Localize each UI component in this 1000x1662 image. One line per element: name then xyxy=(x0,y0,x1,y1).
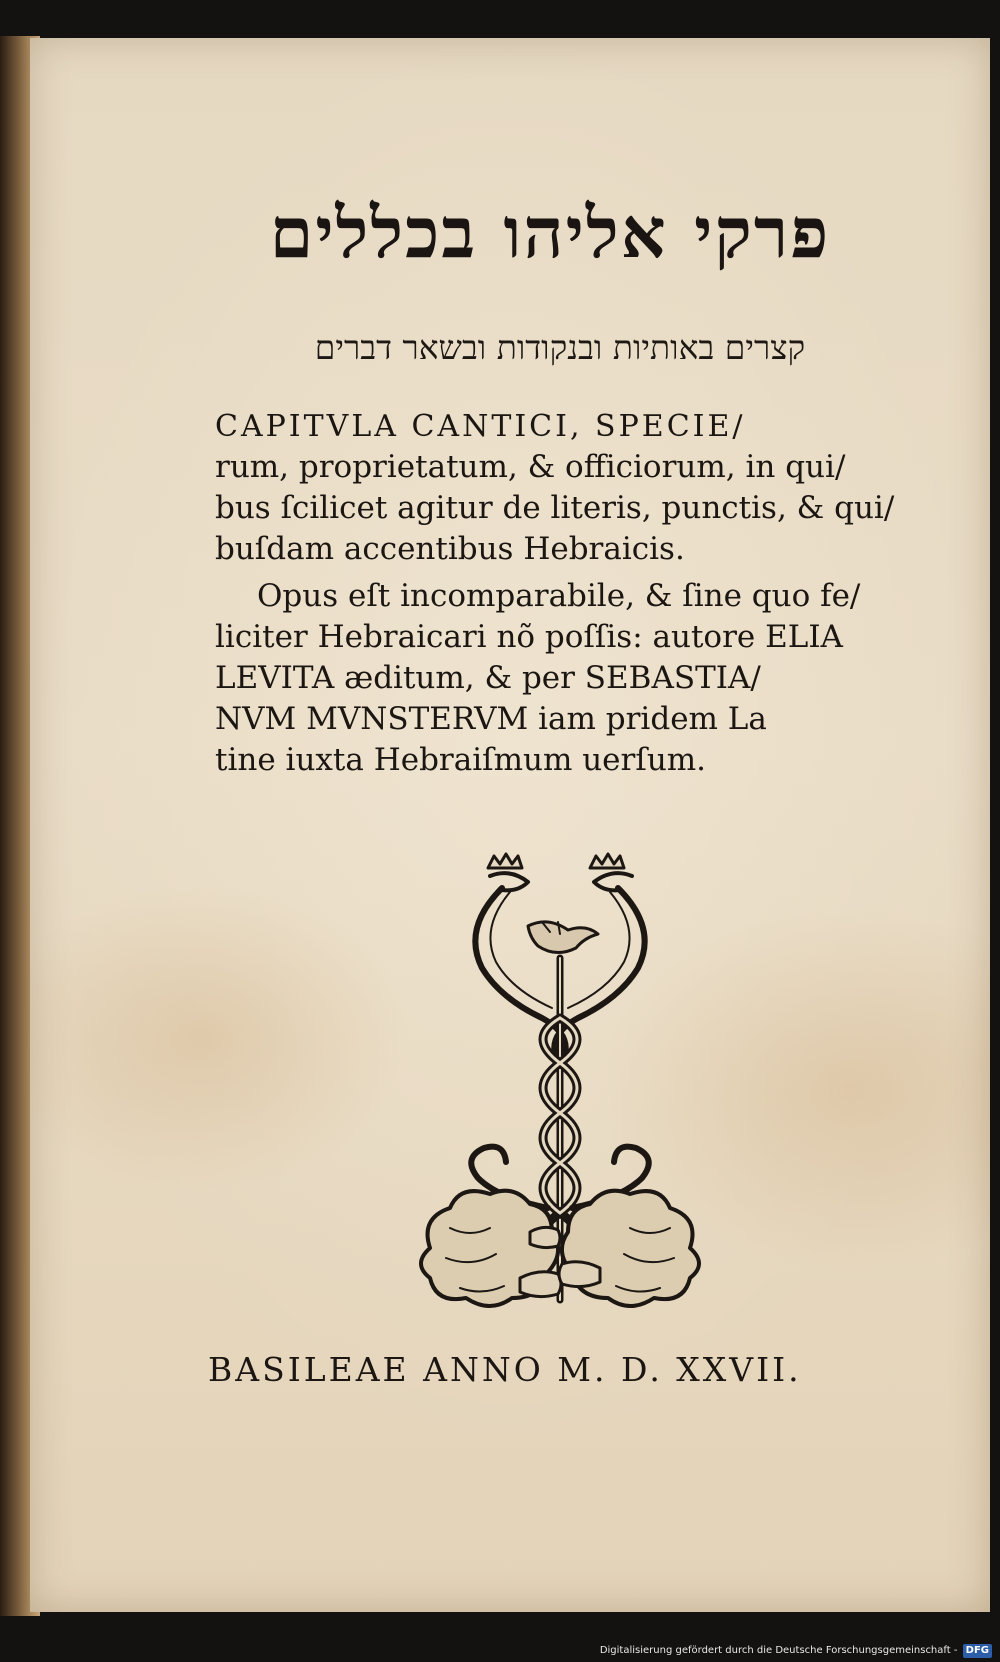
latin-line: bus ſcilicet agitur de literis, punctis, & qui/ xyxy=(215,490,895,526)
latin-line: CAPITVLA CANTICI, SPECIE/ xyxy=(215,409,746,444)
credit-text: Digitalisierung gefördert durch die Deutsche Forschungsgemeinschaft - xyxy=(599,1645,958,1656)
digitization-credit xyxy=(600,1644,992,1658)
imprint-line: BASILEAE ANNO M. D. XXVII. xyxy=(208,1350,802,1389)
latin-title-block xyxy=(215,406,935,781)
caduceus-printer-device-icon xyxy=(410,848,710,1338)
title-page xyxy=(30,38,990,1612)
opus-line: LEVITA æditum, & per SEBASTIA/ xyxy=(215,660,761,696)
latin-line: rum, proprietatum, & officiorum, in qui/ xyxy=(215,449,846,485)
opus-line: Opus eſt incomparabile, & ſine quo fe/ xyxy=(257,578,861,614)
dfg-logo-icon: DFG xyxy=(963,1644,992,1658)
opus-line: liciter Hebraicari nõ poſſis: autore ELIA xyxy=(215,619,843,655)
opus-line: tine iuxta Hebraiſmum uerſum. xyxy=(215,742,707,778)
latin-line: buſdam accentibus Hebraicis. xyxy=(215,531,685,567)
hebrew-subtitle: קצרים באותיות ובנקודות ובשאר דברים xyxy=(314,328,806,367)
hebrew-title: פרקי אליהו בכללים xyxy=(269,191,831,274)
opus-line: NVM MVNSTERVM iam pridem La xyxy=(215,701,767,737)
